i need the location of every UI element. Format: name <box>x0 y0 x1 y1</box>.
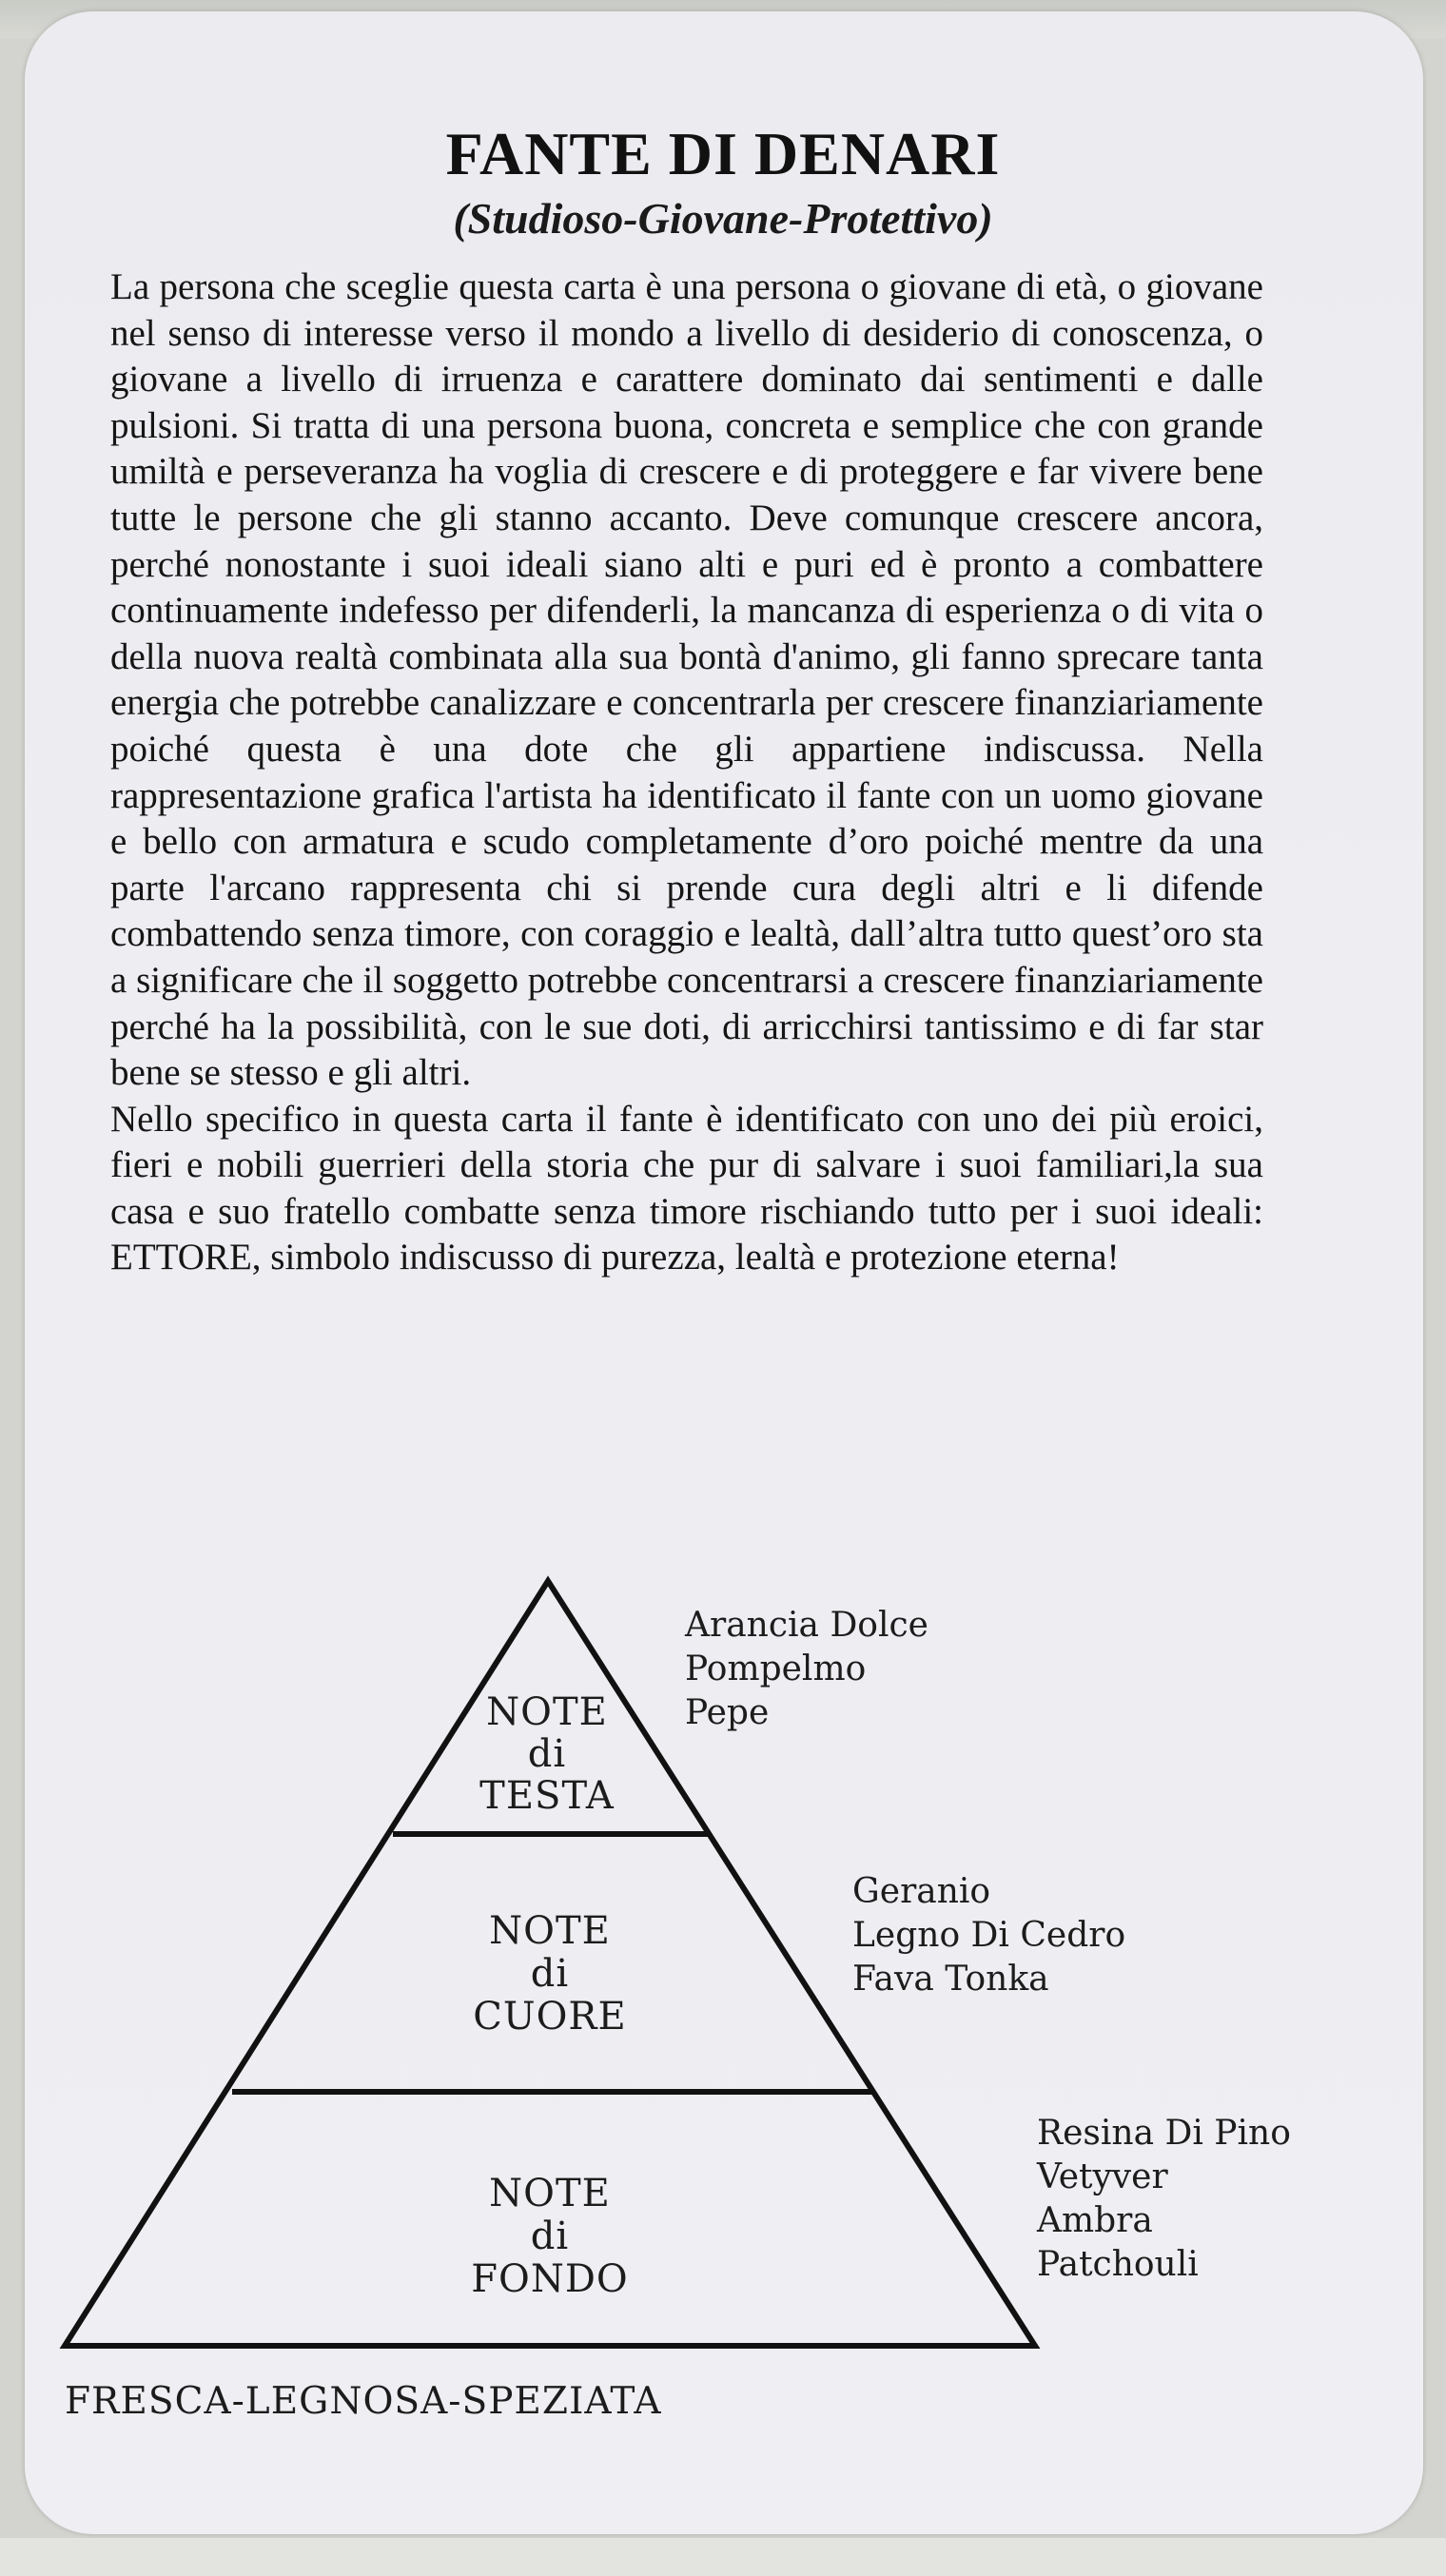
note-item: Pepe <box>685 1693 770 1732</box>
tier-bottom-line2: di <box>530 2215 570 2258</box>
tier-middle-line1: NOTE <box>489 1909 611 1953</box>
pyramid-tier-bottom <box>407 2173 693 2301</box>
card-description <box>110 264 1263 1281</box>
tier-top-line1: NOTE <box>486 1690 608 1734</box>
card-subtitle: (Studioso-Giovane-Protettivo) <box>453 194 993 243</box>
pyramid-tier-middle <box>407 1910 693 2039</box>
tier-middle-line3: CUORE <box>473 1995 627 2039</box>
background-bottom <box>0 2538 1446 2576</box>
card-title: FANTE DI DENARI <box>445 120 1001 187</box>
tier-top-line3: TESTA <box>479 1774 615 1818</box>
note-item: Geranio <box>852 1872 991 1911</box>
heart-notes-list <box>852 1870 1125 2001</box>
top-notes-list <box>685 1604 928 1735</box>
description-paragraph-1: La persona che sceglie questa carta è una persona o giovane di età, o giovane nel senso di interesse verso il mondo a livello di desiderio di conoscenza, o giovane a livello di irruenza e carattere dominato dai sentimenti e dalle pulsioni. Si tratta di una persona buona, concreta e semplice che con grande umiltà e perseveranza ha voglia di crescere e di proteggere e far vivere bene tutte le persone che gli stanno accanto. Deve comunque crescere ancora, perché nonostante i suoi ideali siano alti e puri ed è pronto a combattere continuamente indefesso per difenderli, la mancanza di esperienza o di vita o della nuova realtà combinata alla sua bontà d'animo, gli fanno sprecare tanta energia che potrebbe canalizzare e concentrarla per crescere finanziariamente poiché questa è una dote che gli appartiene indiscussa. Nella rappresentazione grafica l'artista ha identificato il fante con un uomo giovane e bello con armatura e scudo completamente d’oro poiché mentre da una parte l'arcano rappresenta chi si prende cura degli altri e li difende combattendo senza timore, con coraggio e lealtà, dall’altra tutto quest’oro sta a significare che il soggetto potrebbe concentrarsi a crescere finanziariamente perché ha la possibilità, con le sue doti, di arricchirsi tantissimo e di far star bene se stesso e gli altri. <box>110 266 1263 1094</box>
pyramid-tier-top <box>404 1691 690 1817</box>
note-item: Fava Tonka <box>852 1960 1049 1999</box>
note-item: Arancia Dolce <box>685 1606 928 1645</box>
base-notes-list <box>1037 2112 1291 2287</box>
note-item: Vetyver <box>1037 2157 1168 2196</box>
note-item: Resina Di Pino <box>1037 2114 1291 2153</box>
note-item: Pompelmo <box>685 1649 867 1688</box>
note-item: Ambra <box>1037 2201 1153 2240</box>
note-item: Patchouli <box>1037 2245 1199 2284</box>
description-paragraph-2: Nello specifico in questa carta il fante è identificato con uno dei più eroici, fieri e nobili guerrieri della storia che pur di salvare i suoi familiari,la sua casa e suo fratello combatte senza timore rischiando tutto per i suoi ideali: ETTORE, simbolo indiscusso di purezza, lealtà e protezione eterna! <box>110 1098 1263 1278</box>
fragrance-family: FRESCA-LEGNOSA-SPEZIATA <box>65 2380 662 2423</box>
tier-bottom-line1: NOTE <box>489 2172 611 2215</box>
note-item: Legno Di Cedro <box>852 1916 1126 1955</box>
tier-top-line2: di <box>527 1732 567 1776</box>
tier-bottom-line3: FONDO <box>471 2257 629 2301</box>
tier-middle-line2: di <box>530 1952 570 1996</box>
